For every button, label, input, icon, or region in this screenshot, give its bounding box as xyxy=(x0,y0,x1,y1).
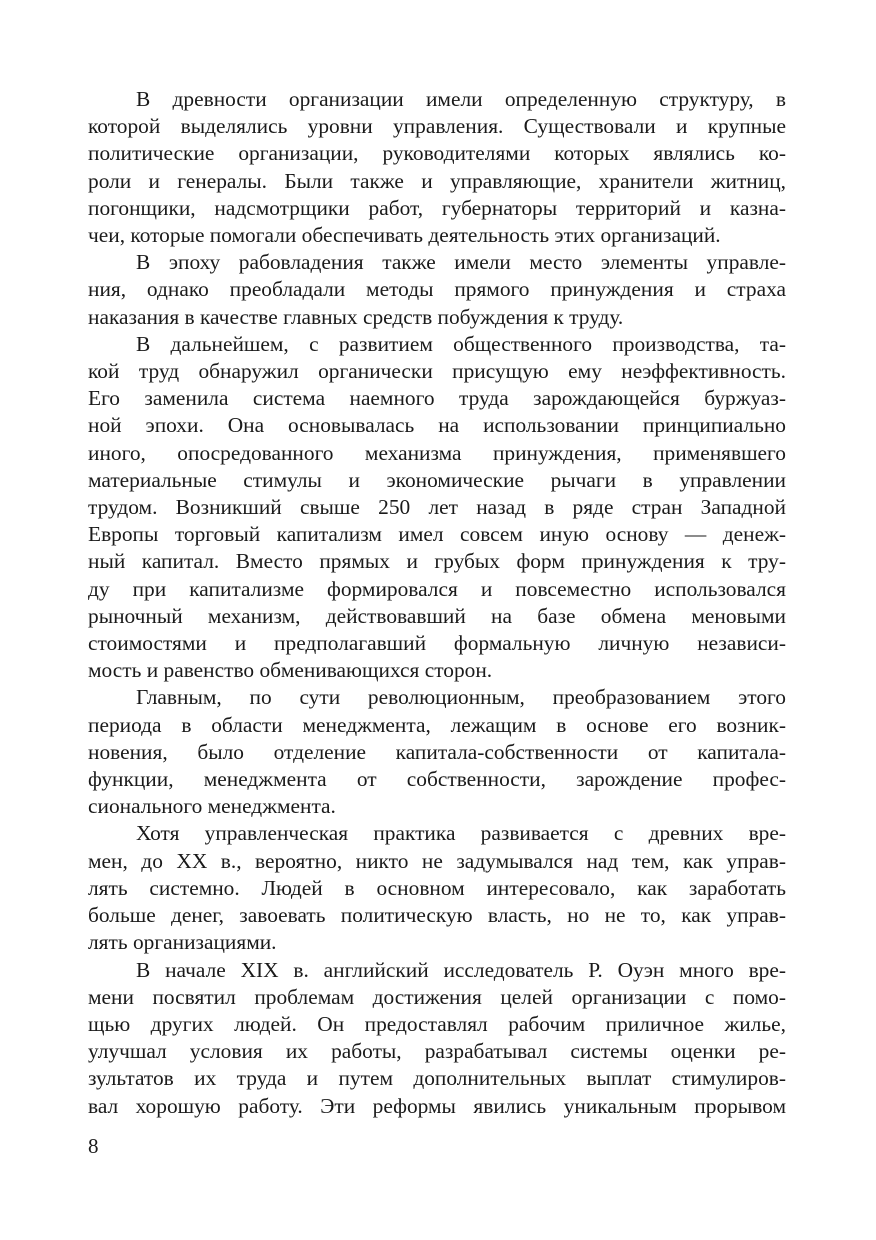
paragraph xyxy=(88,331,786,685)
text-line: больше денег, завоевать политическую власть, но не то, как управ- xyxy=(88,903,786,928)
text-line: ный капитал. Вместо прямых и грубых форм принуждения к тру- xyxy=(88,549,786,574)
text-line: Его заменила система наемного труда зарождающейся буржуаз- xyxy=(88,386,786,411)
page-body xyxy=(88,86,786,1120)
text-line: вал хорошую работу. Эти реформы явились уникальным прорывом xyxy=(88,1093,786,1118)
text-line: щью других людей. Он предоставлял рабочим приличное жилье, xyxy=(88,1011,786,1036)
text-line: рыночный механизм, действовавший на базе обмена меновыми xyxy=(88,603,786,628)
text-line: материальные стимулы и экономические рычаги в управлении xyxy=(88,467,786,492)
text-line: трудом. Возникший свыше 250 лет назад в ряде стран Западной xyxy=(88,495,786,520)
text-line: сионального менеджмента. xyxy=(88,794,336,819)
text-line: функции, менеджмента от собственности, зарождение профес- xyxy=(88,767,786,792)
paragraph xyxy=(88,820,786,956)
text-line: В древности организации имели определенную структуру, в xyxy=(136,87,786,111)
text-line: мени посвятил проблемам достижения целей организации с помо- xyxy=(88,984,786,1009)
text-line: новения, было отделение капитала-собственности от капитала- xyxy=(88,739,786,764)
text-line: В начале XIX в. английский исследователь Р. Оуэн много вре- xyxy=(136,957,786,982)
paragraph xyxy=(88,684,786,820)
text-line: наказания в качестве главных средств побуждения к труду. xyxy=(88,304,624,329)
text-line: Главным, по сути революционным, преобразованием этого xyxy=(136,685,786,710)
text-line: погонщики, надсмотрщики работ, губернаторы территорий и казна- xyxy=(88,195,786,220)
text-line: стоимостями и предполагавший формальную личную независи- xyxy=(88,631,786,656)
paragraph xyxy=(88,957,786,1120)
text-line: роли и генералы. Были также и управляющие, хранители житниц, xyxy=(88,168,786,193)
text-line: улучшал условия их работы, разрабатывал системы оценки ре- xyxy=(88,1039,786,1064)
text-line: В эпоху рабовладения также имели место элементы управле- xyxy=(136,250,786,275)
text-line: мен, до XX в., вероятно, никто не задумывался над тем, как управ- xyxy=(88,848,786,873)
page-number: 8 xyxy=(88,1134,99,1158)
text-line: лять организациями. xyxy=(88,930,277,955)
paragraph xyxy=(88,249,786,331)
text-line: которой выделялись уровни управления. Существовали и крупные xyxy=(88,114,786,139)
text-line: Европы торговый капитализм имел совсем иную основу — денеж- xyxy=(88,522,786,547)
text-line: лять системно. Людей в основном интересовало, как заработать xyxy=(88,875,786,900)
text-line: кой труд обнаружил органически присущую ему неэффективность. xyxy=(88,359,786,384)
text-line: мость и равенство обменивающихся сторон. xyxy=(88,658,493,683)
text-line: В дальнейшем, с развитием общественного производства, та- xyxy=(136,331,786,356)
text-line: ния, однако преобладали методы прямого принуждения и страха xyxy=(88,277,786,302)
text-line: ной эпохи. Она основывалась на использовании принципиально xyxy=(88,413,786,438)
text-line: иного, опосредованного механизма принуждения, применявшего xyxy=(88,440,786,465)
text-line: чеи, которые помогали обеспечивать деятельность этих организаций. xyxy=(88,223,721,248)
paragraph xyxy=(88,86,786,249)
text-line: политические организации, руководителями которых являлись ко- xyxy=(88,141,786,166)
text-line: ду при капитализме формировался и повсеместно использовался xyxy=(88,576,786,601)
text-line: зультатов их труда и путем дополнительных выплат стимулиров- xyxy=(88,1066,786,1091)
text-line: периода в области менеджмента, лежащим в основе его возник- xyxy=(88,712,786,737)
text-line: Хотя управленческая практика развивается с древних вре- xyxy=(136,821,786,846)
